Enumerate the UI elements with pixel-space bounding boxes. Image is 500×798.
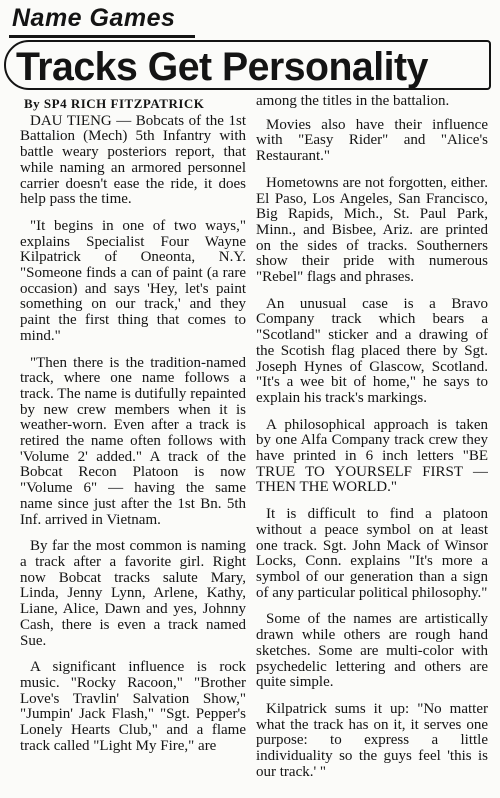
paragraph: DAU TIENG — Bobcats of the 1st Battalion (Mech) 5th Infantry with battle weary posteriors report, that while naming an armored personnel carrier doesn't ease the ride, it does help pass the time. xyxy=(20,112,246,208)
paragraph: By far the most common is naming a track after a favorite girl. Right now Bobcat tracks salute Mary, Linda, Jenny Lynn, Arlene, Kathy, Liane, Alice, Dawn and yes, Johnny Cash, there is even a track named Sue. xyxy=(20,538,246,649)
paragraph: A significant influence is rock music. "Rocky Racoon," "Brother Love's Travlin' Salvation Show," "Jumpin' Jack Flash," "Sgt. Pepper's Lonely Hearts Club," and a flame track called "Light My Fire," are xyxy=(20,659,246,754)
paragraph: An unusual case is a Bravo Company track which bears a "Scotland" sticker and a drawing of the Scotish flag placed there by Sgt. Joseph Hynes of Glascow, Scotland. "It's a wee bit of home," he says to explain his track's markings. xyxy=(256,295,488,406)
byline: By SP4 RICH FITZPATRICK xyxy=(24,96,205,111)
paragraph: Kilpatrick sums it up: "No matter what the track has on it, it serves one purpose: to express a little individuality so the guys feel 'this is our track.' " xyxy=(256,700,488,780)
article-column-right xyxy=(256,94,488,794)
paragraph: It is difficult to find a platoon without a peace symbol on at least one track. Sgt. John Mack of Winsor Locks, Conn. explains "It's more a symbol of our generation than a sign of any particular political philosophy." xyxy=(256,506,488,601)
paragraph: Some of the names are artistically drawn while others are rough hand sketches. Some are multi-color with psychedelic lettering and others are quite simple. xyxy=(256,611,488,691)
paragraph-continuation: among the titles in the battalion. xyxy=(256,94,450,109)
headline: Tracks Get Personality xyxy=(16,45,428,89)
paragraph: A philosophical approach is taken by one Alfa Company track crew they have printed in 6 inch letters "BE TRUE TO YOURSELF FIRST — THEN THE WORLD." xyxy=(256,416,488,496)
paragraph: Hometowns are not forgotten, either. El Paso, Los Angeles, San Francisco, Big Rapids, Mich., St. Paul Park, Minn., and Bisbee, Ariz. are printed on the sides of tracks. Southerners show their pride with numerous "Rebel" flags and phrases. xyxy=(256,174,488,286)
kicker-rule xyxy=(9,35,195,38)
paragraph: "Then there is the tradition-named track, where one name follows a track. The name is dutifully repainted by new crew members when it is weather-worn. Even after a track is retired the name often follows with 'Volume 2' added." A track of the Bobcat Recon Platoon is now "Volume 6" — having the same name since just after the 1st Bn. 5th Inf. arrived in Vietnam. xyxy=(20,354,246,528)
article-column-left xyxy=(20,96,246,796)
kicker-label: Name Games xyxy=(12,4,176,32)
paragraph: Movies also have their influence with "Easy Rider" and "Alice's Restaurant." xyxy=(256,116,488,165)
paragraph: "It begins in one of two ways," explains Specialist Four Wayne Kilpatrick of Oneonta, N.Y. "Someone finds a can of paint (a rare occasion) and says 'Hey, let's paint something on our track,' and they paint the first thing that comes to mind." xyxy=(20,217,246,344)
